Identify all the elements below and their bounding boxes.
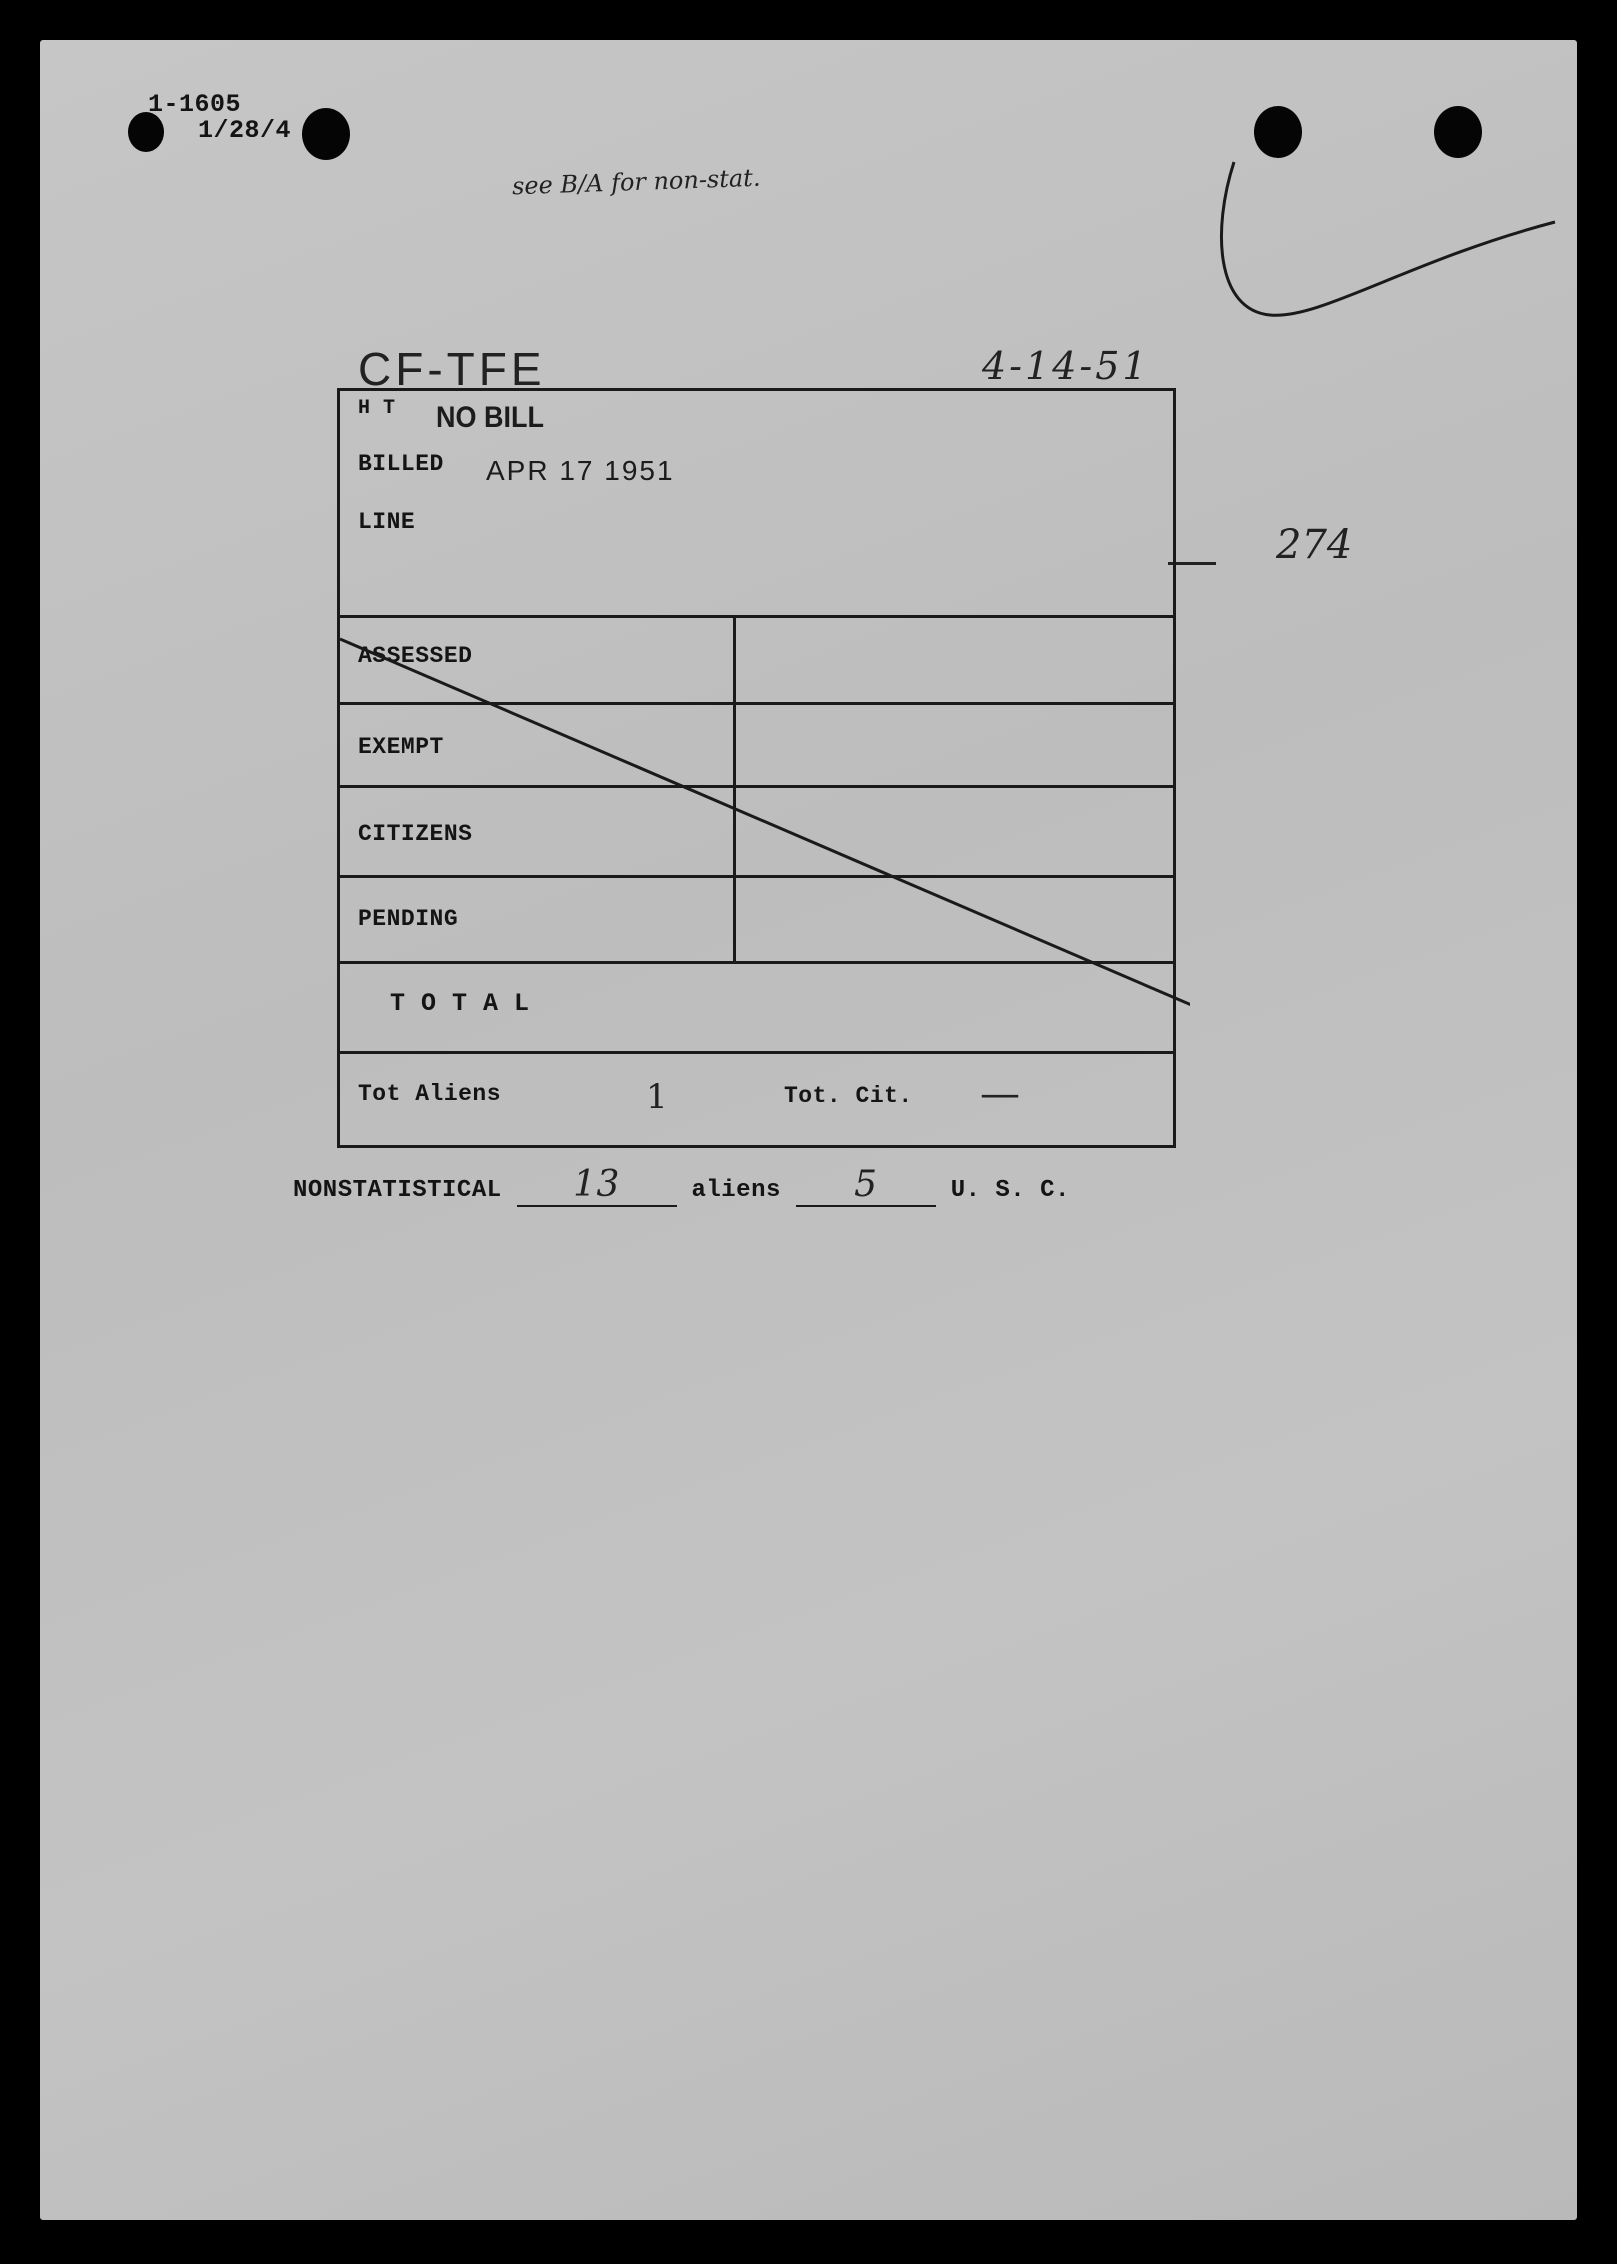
- row-label-pending: PENDING: [358, 906, 459, 932]
- office-code: CF-TFE: [358, 343, 546, 395]
- row-label-assessed: ASSESSED: [358, 643, 473, 669]
- nonstat-aliens-label: aliens: [691, 1177, 781, 1204]
- nonstat-usc-label: U. S. C.: [950, 1177, 1070, 1204]
- diagonal-strike-line: [340, 391, 1190, 1031]
- side-number: 274: [1276, 522, 1353, 568]
- ht-stamp: NO BILL: [436, 401, 544, 434]
- tot-aliens-label: Tot Aliens: [358, 1081, 502, 1107]
- line-label: LINE: [358, 509, 416, 535]
- nonstat-usc-blank: [796, 1164, 936, 1207]
- header-code: [148, 92, 291, 144]
- nonstat-usc-value: 5: [854, 1164, 878, 1205]
- handwritten-note: see B/A for non-stat.: [511, 163, 761, 201]
- header-code-line1: 1-1605: [148, 90, 242, 119]
- punch-hole-left: [302, 108, 350, 160]
- tally-form: [337, 388, 1176, 1148]
- nonstat-aliens-value: 13: [573, 1164, 620, 1205]
- date: 4-14-51: [982, 344, 1150, 388]
- pencil-mark: [1210, 150, 1570, 330]
- tot-cit-label: Tot. Cit.: [784, 1083, 913, 1109]
- nonstat-aliens-blank: [517, 1164, 677, 1207]
- nonstat-label: NONSTATISTICAL: [293, 1177, 502, 1204]
- total-label: T O T A L: [390, 989, 530, 1018]
- billed-stamp: APR 17 1951: [486, 455, 675, 486]
- tot-cit-value: —: [980, 1071, 1020, 1117]
- row-label-citizens: CITIZENS: [358, 821, 473, 847]
- form-rule-6: [340, 1051, 1173, 1054]
- tot-aliens-value: 1: [646, 1077, 668, 1117]
- billed-label: BILLED: [358, 451, 444, 477]
- row-label-exempt: EXEMPT: [358, 734, 444, 760]
- nonstat-line: [293, 1164, 1070, 1207]
- header-code-line2: 1/28/4: [198, 116, 292, 145]
- ht-label: H T: [358, 397, 396, 420]
